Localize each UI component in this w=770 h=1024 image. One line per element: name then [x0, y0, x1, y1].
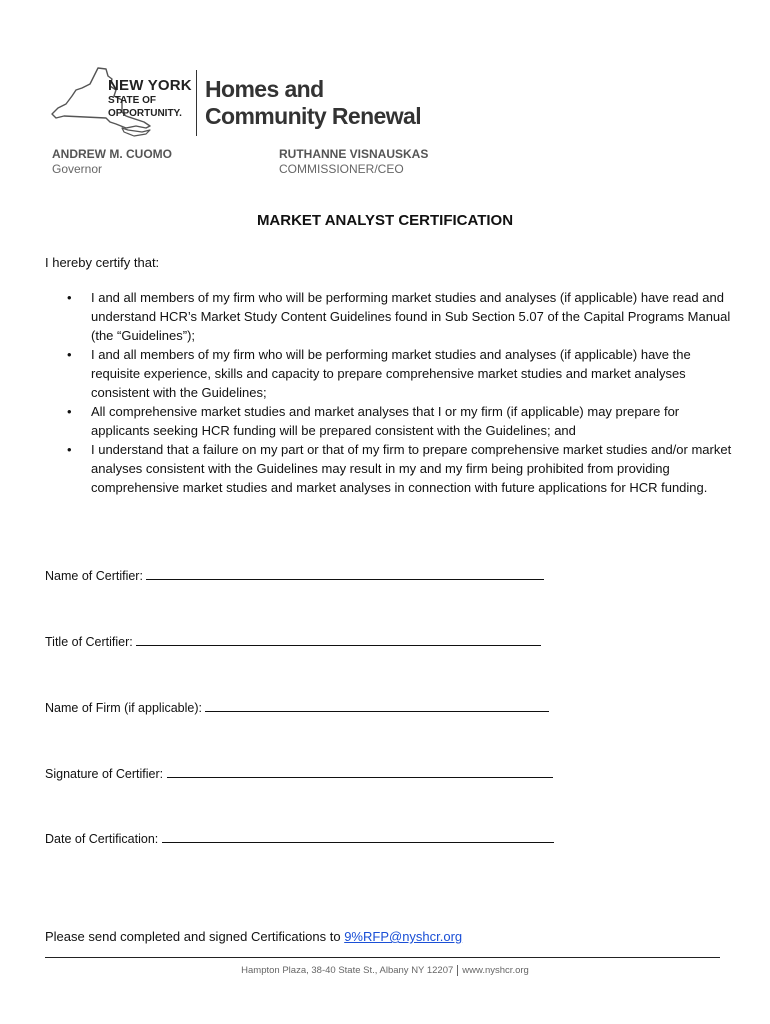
agency-name — [205, 76, 421, 130]
footer-separator — [457, 965, 458, 976]
bullet-icon: • — [67, 404, 72, 419]
field-label: Name of Certifier: — [45, 569, 143, 583]
field-label: Date of Certification: — [45, 832, 159, 846]
certifier-title-input[interactable] — [136, 633, 541, 646]
firm-name-input[interactable] — [205, 699, 549, 712]
state-title: NEW YORK — [108, 77, 192, 94]
bullet-icon: • — [67, 442, 72, 457]
footer-divider — [45, 957, 720, 958]
state-sub-1: STATE OF — [108, 95, 156, 106]
signature-input[interactable] — [167, 765, 553, 778]
list-item — [45, 345, 735, 402]
footer — [0, 965, 770, 976]
bullet-icon: • — [67, 290, 72, 305]
logo-divider — [196, 70, 197, 136]
intro-text: I hereby certify that: — [45, 255, 160, 270]
footer-website: www.nyshcr.org — [462, 965, 529, 977]
list-item — [45, 288, 735, 345]
field-label: Signature of Certifier: — [45, 767, 164, 781]
firm-name-field — [45, 699, 549, 715]
list-item-text: I understand that a failure on my part or that of my firm to prepare comprehensive market studies and/or market analyses consistent with the Guidelines may result in my and my firm being prohibited from providing comprehensive market studies and market analyses in connection with future applications for HCR funding. — [91, 442, 732, 495]
footer-address: Hampton Plaza, 38-40 State St., Albany NY 12207 — [241, 965, 454, 977]
official-governor — [52, 147, 172, 177]
certification-list — [45, 288, 735, 497]
official-name: ANDREW M. CUOMO — [52, 147, 172, 161]
field-label: Title of Certifier: — [45, 635, 133, 649]
certifier-name-input[interactable] — [146, 567, 544, 580]
signature-field — [45, 765, 553, 781]
submission-text: Please send completed and signed Certifications to — [45, 929, 341, 944]
agency-name-line-2: Community Renewal — [205, 103, 422, 129]
certification-date-input[interactable] — [162, 830, 554, 843]
official-name: RUTHANNE VISNAUSKAS — [279, 147, 429, 161]
certifier-title-field — [45, 633, 541, 649]
list-item — [45, 440, 735, 497]
official-commissioner — [279, 147, 428, 177]
official-title: Governor — [52, 162, 103, 176]
field-label: Name of Firm (if applicable): — [45, 701, 202, 715]
official-title: COMMISSIONER/CEO — [279, 162, 404, 176]
certification-date-field — [45, 830, 554, 846]
submission-instructions — [45, 929, 462, 944]
state-sub-2: OPPORTUNITY. — [108, 108, 182, 119]
state-wordmark — [108, 78, 192, 119]
list-item — [45, 402, 735, 440]
agency-name-line-1: Homes and — [205, 76, 324, 102]
agency-logo — [50, 66, 430, 140]
submission-email-link[interactable]: 9%RFP@nyshcr.org — [344, 929, 463, 944]
document-title: MARKET ANALYST CERTIFICATION — [256, 212, 514, 229]
certifier-name-field — [45, 567, 544, 583]
list-item-text: All comprehensive market studies and market analyses that I or my firm (if applicable) may prepare for applicants seeking HCR funding will be prepared consistent with the Guidelines; and — [91, 404, 680, 438]
list-item-text: I and all members of my firm who will be performing market studies and analyses (if applicable) have read and understand HCR’s Market Study Content Guidelines found in Sub Section 5.07 of the Capital Programs Manual (the “Guidelines”); — [91, 290, 731, 343]
list-item-text: I and all members of my firm who will be performing market studies and analyses (if applicable) have the requisite experience, skills and capacity to prepare comprehensive market studies and market analyses consistent with the Guidelines; — [91, 347, 691, 400]
bullet-icon: • — [67, 347, 72, 362]
